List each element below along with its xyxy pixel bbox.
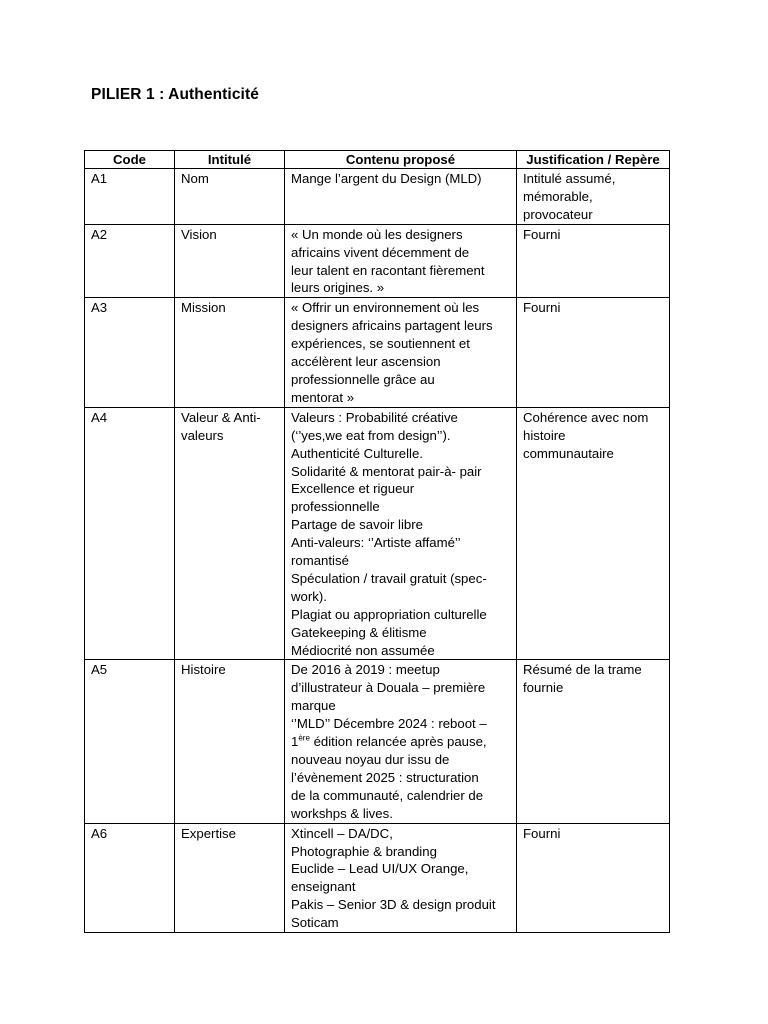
table-row — [85, 823, 670, 932]
page-title: PILIER 1 : Authenticité — [91, 86, 259, 103]
cell-contenu — [285, 224, 517, 298]
cell-line: leurs origines. » — [291, 280, 385, 296]
cell-intitule — [175, 823, 285, 932]
cell-line: d’illustrateur à Douala – première — [291, 680, 486, 696]
cell-line: histoire — [523, 427, 566, 443]
cell-line: fournie — [523, 680, 564, 696]
cell-line: Valeurs : Probabilité créative — [291, 409, 458, 425]
row-code: A3 — [91, 300, 108, 316]
cell-code — [85, 660, 175, 823]
header-justification: Justification / Repère — [517, 151, 670, 169]
cell-code — [85, 169, 175, 225]
cell-line: Intitulé assumé, — [523, 171, 616, 186]
cell-line: Fourni — [523, 825, 561, 841]
line-rest: édition relancée après pause, — [309, 734, 487, 750]
cell-intitule — [175, 224, 285, 298]
cell-line: « Offrir un environnement où les — [291, 300, 480, 316]
cell-line: Soticam — [291, 915, 339, 931]
table-header-row — [85, 151, 670, 169]
cell-line: De 2016 à 2019 : meetup — [291, 662, 440, 678]
cell-line: Xtincell – DA/DC, — [291, 825, 393, 841]
cell-code — [85, 823, 175, 932]
cell-line: Médiocrité non assumée — [291, 642, 435, 658]
cell-line: expériences, se soutiennent et — [291, 336, 470, 352]
cell-line: enseignant — [291, 879, 356, 895]
cell-line: (‘’yes,we eat from design’’). — [291, 427, 451, 443]
cell-line: « Un monde où les designers — [291, 226, 463, 242]
cell-line: work). — [291, 588, 327, 604]
cell-line: leur talent en racontant fièrement — [291, 262, 485, 278]
pillar-table — [84, 150, 670, 933]
cell-line: accélèrent leur ascension — [291, 354, 441, 370]
table-row — [85, 660, 670, 823]
cell-line: Partage de savoir libre — [291, 517, 423, 533]
cell-code — [85, 224, 175, 298]
cell-line: designers africains partagent leurs — [291, 318, 493, 334]
cell-line: professionnelle — [291, 499, 380, 515]
cell-contenu — [285, 298, 517, 407]
header-intitule: Intitulé — [175, 151, 285, 169]
cell-line: marque — [291, 698, 336, 714]
table-row — [85, 169, 670, 225]
cell-intitule — [175, 407, 285, 660]
cell-justification — [517, 407, 670, 660]
ordinal-suffix: ère — [298, 733, 310, 743]
cell-code — [85, 298, 175, 407]
cell-line: Pakis – Senior 3D & design produit — [291, 897, 496, 913]
cell-line: Anti-valeurs: ‘’Artiste affamé’’ — [291, 535, 461, 551]
ordinal-number: 1 — [291, 734, 299, 750]
cell-line: Valeur & Anti- — [181, 409, 261, 425]
header-contenu: Contenu proposé — [285, 151, 517, 169]
row-code: A5 — [91, 662, 108, 678]
cell-justification — [517, 823, 670, 932]
cell-line: Expertise — [181, 825, 236, 841]
cell-line: Mange l’argent du Design (MLD) — [291, 171, 482, 186]
cell-line: Nom — [181, 171, 209, 186]
cell-line: Cohérence avec nom — [523, 409, 649, 425]
cell-justification — [517, 298, 670, 407]
cell-line: workshps & lives. — [291, 805, 393, 821]
cell-line: Vision — [181, 226, 217, 242]
cell-contenu — [285, 823, 517, 932]
cell-intitule — [175, 169, 285, 225]
cell-line: Fourni — [523, 226, 561, 242]
cell-line: de la communauté, calendrier de — [291, 787, 484, 803]
cell-line: Fourni — [523, 300, 561, 316]
row-code: A1 — [91, 171, 108, 186]
cell-line: communautaire — [523, 445, 614, 461]
cell-line: l’évènement 2025 : structuration — [291, 769, 479, 785]
cell-line: mémorable, — [523, 188, 593, 204]
cell-justification — [517, 224, 670, 298]
cell-line: Authenticité Culturelle. — [291, 445, 423, 461]
cell-line: Excellence et rigueur — [291, 481, 415, 497]
cell-line: Plagiat ou appropriation culturelle — [291, 606, 487, 622]
table-row — [85, 298, 670, 407]
row-code: A2 — [91, 226, 108, 242]
cell-contenu — [285, 660, 517, 823]
cell-line: Photographie & branding — [291, 843, 437, 859]
cell-justification — [517, 169, 670, 225]
cell-intitule — [175, 298, 285, 407]
cell-line: ‘’MLD’’ Décembre 2024 : reboot – — [291, 716, 487, 732]
cell-contenu — [285, 169, 517, 225]
cell-code — [85, 407, 175, 660]
cell-contenu — [285, 407, 517, 660]
row-code: A4 — [91, 409, 108, 425]
cell-line: professionnelle grâce au — [291, 371, 435, 387]
cell-line: Résumé de la trame — [523, 662, 642, 678]
cell-line: romantisé — [291, 553, 349, 569]
row-code: A6 — [91, 825, 108, 841]
table-row — [85, 224, 670, 298]
cell-line: africains vivent décemment de — [291, 244, 470, 260]
cell-intitule — [175, 660, 285, 823]
cell-line: provocateur — [523, 206, 593, 222]
cell-line: Mission — [181, 300, 226, 316]
cell-justification — [517, 660, 670, 823]
header-code: Code — [85, 151, 175, 169]
table-row — [85, 407, 670, 660]
cell-line: Histoire — [181, 662, 226, 678]
cell-line: Solidarité & mentorat pair-à- pair — [291, 463, 482, 479]
cell-line: nouveau noyau dur issu de — [291, 752, 450, 767]
cell-line: Spéculation / travail gratuit (spec- — [291, 570, 487, 586]
cell-line: mentorat » — [291, 389, 355, 405]
cell-line — [291, 733, 510, 751]
cell-line: Euclide – Lead UI/UX Orange, — [291, 861, 469, 877]
cell-line: Gatekeeping & élitisme — [291, 624, 427, 640]
cell-line: valeurs — [181, 427, 224, 443]
